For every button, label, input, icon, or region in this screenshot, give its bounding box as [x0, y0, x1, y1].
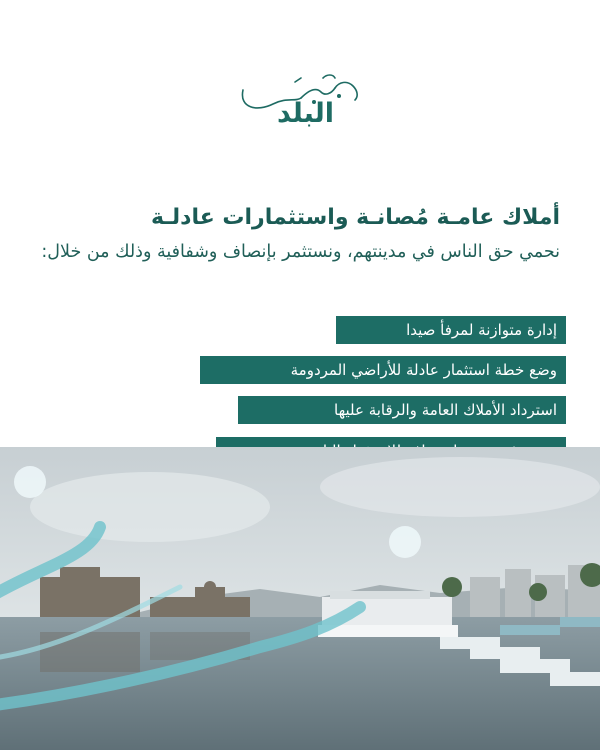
intro-text: نحمي حق الناس في مدينتهم، ونستثمر بإنصاف وشفافية وذلك من خلال: — [41, 242, 560, 262]
point-label: استرداد الأملاك العامة والرقابة عليها — [238, 396, 566, 424]
headline: أملاك عامـة مُصانـة واستثمارات عادلـة — [151, 205, 560, 230]
harbor-photo — [0, 447, 600, 750]
logo-wordmark: البلد — [276, 98, 335, 129]
point-label: إدارة متوازنة لمرفأ صيدا — [336, 316, 566, 344]
point-label: وضع خطة استثمار عادلة للأراضي المردومة — [200, 356, 566, 384]
